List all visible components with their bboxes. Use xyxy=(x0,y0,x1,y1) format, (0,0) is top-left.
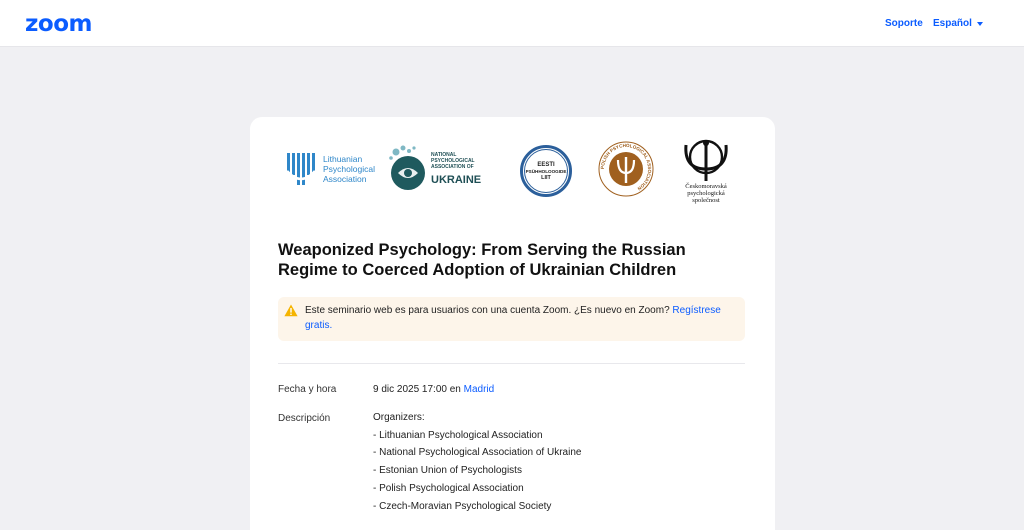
support-link[interactable]: Soporte xyxy=(885,18,923,29)
section-divider xyxy=(278,363,745,364)
description-line: - Estonian Union of Psychologists xyxy=(373,465,522,477)
lithuanian-logo-text: Lithuanian Psychological Association xyxy=(323,154,375,184)
description-line: Organizers: xyxy=(373,412,425,423)
eesti-text-line2: PSÜHHOLOOGIDE xyxy=(525,168,567,174)
top-navigation-bar xyxy=(0,0,1024,47)
webinar-registration-card xyxy=(250,117,775,530)
timezone-link[interactable]: Madrid xyxy=(463,384,495,395)
description-label: Descripción xyxy=(278,413,331,424)
polish-ring-text: POLISH PSYCHOLOGICAL ASSOCIATION xyxy=(599,142,653,192)
description-line: - Czech-Moravian Psychological Society xyxy=(373,500,552,512)
warning-icon xyxy=(284,304,298,317)
ukraine-emblem-icon xyxy=(386,143,432,193)
lithuanian-emblem-icon xyxy=(286,153,316,185)
notice-text: Este seminario web es para usuarios con una cuenta Zoom. ¿Es nuevo en Zoom? xyxy=(305,305,673,316)
polish-emblem-icon xyxy=(598,141,654,197)
language-selector[interactable] xyxy=(933,18,983,29)
description-line: - National Psychological Association of Ukraine xyxy=(373,447,582,459)
description-content xyxy=(373,409,581,515)
eesti-text-line1: EESTI xyxy=(537,161,555,168)
eesti-text-line3: LIIT xyxy=(541,174,551,181)
register-free-link[interactable]: Regístrese gratis. xyxy=(305,305,721,331)
datetime-value xyxy=(373,384,494,395)
ukraine-association-logo xyxy=(386,143,506,193)
polish-association-logo xyxy=(598,141,654,197)
organizer-logos xyxy=(278,139,748,219)
datetime-text: 9 dic 2025 17:00 en xyxy=(373,384,464,395)
ukraine-logo-large-text: UKRAINE xyxy=(431,174,482,186)
czech-moravian-society-logo xyxy=(674,139,738,209)
zoom-logo[interactable]: zoom xyxy=(25,11,92,37)
ukraine-logo-small-text: NATIONAL PSYCHOLOGICAL ASSOCIATION OF xyxy=(431,152,475,170)
account-required-notice xyxy=(278,297,745,341)
czech-logo-text: Českomoravská psychologická společnost xyxy=(685,183,727,204)
description-line: - Lithuanian Psychological Association xyxy=(373,429,543,441)
lithuanian-association-logo xyxy=(286,153,386,187)
caret-down-icon xyxy=(977,22,983,26)
webinar-title: Weaponized Psychology: From Serving the Russian Regime to Coerced Adoption of Ukrainian Children xyxy=(278,241,686,279)
language-label: Español xyxy=(933,18,972,29)
description-line: - Polish Psychological Association xyxy=(373,482,524,494)
datetime-label: Fecha y hora xyxy=(278,384,337,395)
psi-emblem-icon xyxy=(674,139,738,183)
estonian-association-logo xyxy=(520,145,572,197)
